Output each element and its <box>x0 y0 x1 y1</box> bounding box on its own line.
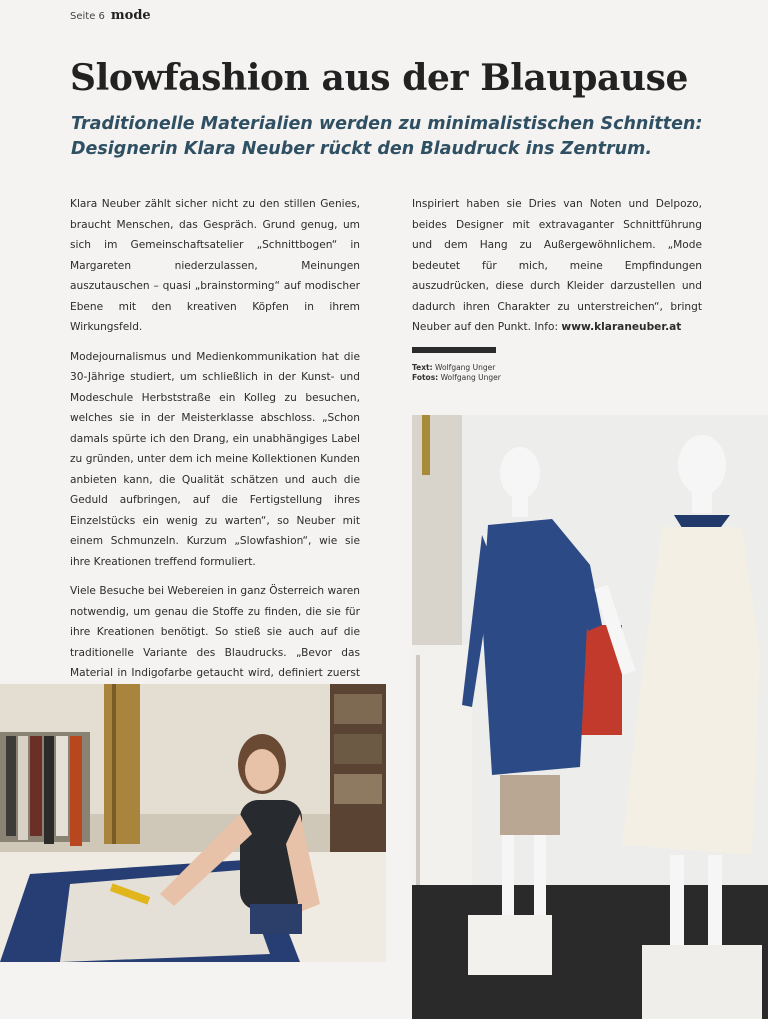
body-paragraph: Modejournalismus und Medienkommunikation hat die 30-Jährige studiert, um schließlich in der Kunst- und Modeschule Herbststraße ein Kolleg zu besuchen, welches sie in der Meisterklasse abschloss. „Schon damals spürte ich den Drang, ein unabhängiges Label zu gründen, unter dem ich meine Kollektionen Kunden anbieten kann, die Qualität schätzen und auch die Geduld aufbringen, auf die Fertigstellung ihres Einzelstücks ein wenig zu warten“, so Neuber mit einem Schmunzeln. Kurzum „Slowfashion“, wie sie ihre Kreationen treffend formuliert. <box>70 350 360 568</box>
section-label: mode <box>110 8 151 23</box>
photo-credit <box>412 373 702 383</box>
website-link[interactable]: www.klaraneuber.at <box>561 321 682 333</box>
body-paragraph: Klara Neuber zählt sicher nicht zu den stillen Genies, braucht Menschen, das Gespräch. Grund genug, um sich im Gemeinschaftsatelier „Schnittbogen“ in Margareten niederzulassen, Meinungen auszutauschen – quasi „brainstorming“ auf modischer Ebene mit den kreativen Köpfen in ihrem Wirkungsfeld. <box>70 198 360 333</box>
mannequins-photo-illustration <box>412 415 768 1019</box>
text-credit-author: Wolfgang Unger <box>435 362 496 372</box>
body-column-right <box>412 194 702 383</box>
text-credit <box>412 363 702 373</box>
end-rule <box>412 347 496 353</box>
photo-credit-author: Wolfgang Unger <box>440 372 501 382</box>
article-headline: Slowfashion aus der Blaupause <box>70 57 689 99</box>
photo-credit-label: Fotos: <box>412 372 439 382</box>
body-text: Inspiriert haben sie Dries van Noten und Delpozo, beides Designer mit extravaganter Schnittführung und dem Hang zu Außergewöhnlichem. „Mode bedeutet für mich, meine Empfindungen auszudrücken, diese durch Kleider darzustellen und dadurch ihren Charakter zu unterstreichen“, bringt Neuber auf den Punkt. <box>412 198 702 333</box>
mannequins-photo <box>412 415 768 1019</box>
standfirst-line-1: Traditionelle Materialien werden zu minimalistischen Schnitten: <box>71 114 703 134</box>
info-label: Info: <box>534 321 559 333</box>
text-credit-label: Text: <box>412 362 433 372</box>
body-column-left <box>70 194 360 734</box>
credits <box>412 363 702 383</box>
article-standfirst <box>71 112 711 162</box>
designer-photo-illustration <box>0 684 386 962</box>
page-number: Seite 6 <box>70 11 105 22</box>
body-paragraph: Viele Besuche bei Webereien in ganz Österreich waren notwendig, um genau die Stoffe zu finden, die sie für ihre Kreationen benötigt. So stieß sie auch auf die traditionelle Variante des Blaudrucks. „Bevor das Material in Indigofarbe getaucht wird, definiert zuerst <box>70 585 360 679</box>
page-folio <box>70 8 151 23</box>
standfirst-line-2: Designerin Klara Neuber rückt den Blaudruck ins Zentrum. <box>71 139 652 159</box>
body-paragraph <box>412 194 702 338</box>
designer-photo <box>0 684 386 962</box>
